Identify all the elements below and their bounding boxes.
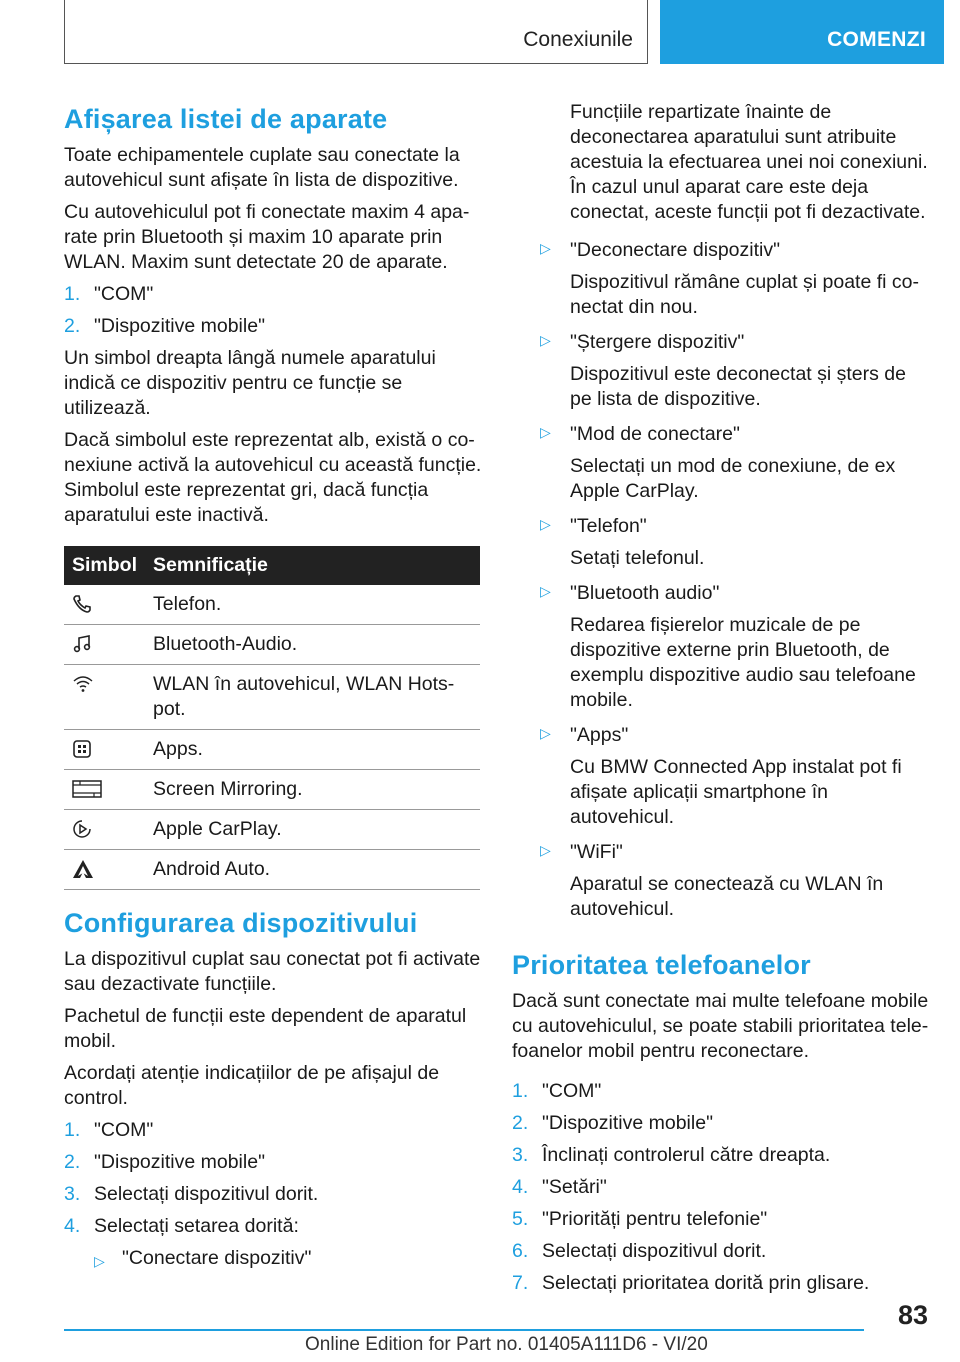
column-header-symbol: Simbol [64, 546, 145, 585]
list-item [512, 1111, 930, 1136]
list-item [512, 1143, 930, 1168]
triangle-bullet-icon: ▷ [540, 725, 551, 741]
step-number: 5. [512, 1208, 529, 1230]
option-title: "Telefon" [570, 515, 647, 537]
table-row [64, 850, 480, 890]
heading-phone-priority: Prioritatea telefoanelor [512, 950, 811, 980]
step-text: "Setări" [542, 1176, 607, 1198]
table-row [64, 665, 480, 730]
table-header-row [64, 546, 480, 585]
table-row [64, 770, 480, 810]
paragraph: Pachetul de funcții este dependent de aparatul mobil. [64, 1005, 467, 1052]
option-item [512, 723, 930, 830]
triangle-bullet-icon: ▷ [540, 240, 551, 256]
step-number: 1. [64, 283, 81, 305]
step-text: "COM" [542, 1080, 602, 1102]
option-item [64, 1246, 482, 1271]
paragraph: Cu autovehiculul pot fi conectate maxim 4 aparate prin Bluetooth și maxim 10 aparate prin WLAN. Maxim sunt detectate 20 de aparate. [64, 201, 470, 273]
chapter-title: COMENZI [827, 28, 926, 51]
step-text: Selectați dispozitivul dorit. [94, 1183, 319, 1205]
triangle-bullet-icon: ▷ [540, 516, 551, 532]
screen-mirroring-icon [72, 779, 102, 799]
paragraph: Funcțiile repartizate înainte de deconectarea aparatului sunt atribuite acestuia la efectuarea unei noi conexiuni. În cazul unul aparat care este deja conectat, aceste funcții pot fi dezactivate. [570, 101, 928, 223]
table-row [64, 625, 480, 665]
list-item [64, 1214, 482, 1239]
table-cell: Apple CarPlay. [145, 810, 480, 850]
page-number: 83 [897, 1300, 928, 1330]
triangle-bullet-icon: ▷ [94, 1253, 105, 1269]
list-item [512, 1239, 930, 1264]
paragraph: Acordați atenție indicațiilor de pe afișajul de control. [64, 1062, 440, 1109]
option-item [512, 238, 930, 320]
table-cell: Android Auto. [145, 850, 480, 890]
list-item [64, 282, 482, 307]
option-title: "Apps" [570, 724, 629, 746]
step-list [64, 1118, 482, 1239]
step-number: 4. [512, 1176, 529, 1198]
paragraph: Dacă sunt conectate mai multe telefoane mobile cu autovehiculul, se poate stabili prioritatea telefoanelor mobil pentru reconectare. [512, 990, 929, 1062]
step-text: "Dispozitive mobile" [94, 315, 265, 337]
header-section-tab [64, 0, 648, 64]
option-title: "Mod de conectare" [570, 423, 740, 445]
option-title: "Bluetooth audio" [570, 582, 720, 604]
option-description: Aparatul se conectează cu WLAN în autovehicul. [570, 873, 884, 920]
option-item [512, 581, 930, 713]
table-cell: Bluetooth-Audio. [145, 625, 480, 665]
table-cell: Telefon. [145, 585, 480, 625]
option-item [512, 514, 930, 571]
table-cell: Screen Mirroring. [145, 770, 480, 810]
paragraph: La dispozitivul cuplat sau conectat pot fi activate sau dezactivate funcțiile. [64, 948, 481, 995]
paragraph: Un simbol dreapta lângă numele aparatului indică ce dispozitiv pentru ce funcție se utilizează. [64, 347, 436, 419]
step-text: Selectați dispozitivul dorit. [542, 1240, 767, 1262]
step-text: Înclinați controlerul către dreapta. [542, 1144, 831, 1166]
option-item [512, 840, 930, 922]
paragraph: Dacă simbolul este reprezentat alb, există o conexiune activă la autovehicul cu această funcție. Simbolul este reprezentat gri, dacă funcția aparatului este inactivă. [64, 429, 482, 526]
triangle-bullet-icon: ▷ [540, 583, 551, 599]
table-row [64, 585, 480, 625]
option-title: "WiFi" [570, 841, 623, 863]
option-description: Redarea fișierelor muzicale de pe dispozitive externe prin Bluetooth, de exemplu dispozitive audio sau telefoane mobile. [570, 614, 916, 711]
heading-device-configuration: Configurarea dispozitivului [64, 908, 418, 938]
table-row [64, 730, 480, 770]
list-item [512, 1079, 930, 1104]
table-row [64, 810, 480, 850]
step-text: Selectați setarea dorită: [94, 1215, 299, 1237]
left-column [64, 100, 482, 1271]
step-list [64, 282, 482, 339]
step-number: 7. [512, 1272, 529, 1294]
list-item [64, 1118, 482, 1143]
step-text: "COM" [94, 283, 154, 305]
step-number: 3. [512, 1144, 529, 1166]
step-number: 6. [512, 1240, 529, 1262]
android-auto-icon [72, 859, 94, 879]
step-text: "Priorități pentru telefonie" [542, 1208, 768, 1230]
heading-device-list: Afișarea listei de aparate [64, 104, 388, 134]
footer-divider [64, 1329, 864, 1331]
carplay-icon [72, 819, 92, 839]
step-number: 4. [64, 1215, 81, 1237]
wifi-icon [72, 674, 94, 694]
right-column [512, 100, 930, 1303]
step-list [512, 1079, 930, 1296]
list-item [64, 1182, 482, 1207]
option-description: Cu BMW Connected App instalat pot fi afișate aplicații smartphone în autovehicul. [570, 756, 902, 828]
header-chapter-tab [660, 0, 944, 64]
symbol-table [64, 546, 480, 890]
section-title: Conexiunile [523, 28, 633, 51]
list-item [512, 1271, 930, 1296]
column-header-meaning: Semnificație [145, 546, 480, 585]
option-description: Selectați un mod de conexiune, de ex Apple CarPlay. [570, 455, 896, 502]
option-description: Setați telefonul. [570, 547, 705, 569]
triangle-bullet-icon: ▷ [540, 842, 551, 858]
step-text: "Dispozitive mobile" [94, 1151, 265, 1173]
option-description: Dispozitivul este deconectat și șters de pe lista de dispozitive. [570, 363, 906, 410]
step-number: 1. [64, 1119, 81, 1141]
phone-icon [72, 594, 92, 614]
option-title: "Conectare dispozitiv" [122, 1247, 312, 1269]
step-number: 2. [512, 1112, 529, 1134]
step-number: 2. [64, 315, 81, 337]
triangle-bullet-icon: ▷ [540, 424, 551, 440]
apps-icon [72, 739, 92, 759]
step-number: 2. [64, 1151, 81, 1173]
list-item [512, 1207, 930, 1232]
list-item [64, 314, 482, 339]
option-description: Dispozitivul rămâne cuplat și poate fi conectat din nou. [570, 271, 919, 318]
step-text: "Dispozitive mobile" [542, 1112, 713, 1134]
option-title: "Deconectare dispozitiv" [570, 239, 781, 261]
list-item [512, 1175, 930, 1200]
table-cell: WLAN în autovehicul, WLAN Hotspot. [145, 665, 480, 730]
option-title: "Ștergere dispozitiv" [570, 331, 745, 353]
step-number: 1. [512, 1080, 529, 1102]
step-text: Selectați prioritatea dorită prin glisare. [542, 1272, 870, 1294]
footer-edition: Online Edition for Part no. 01405A111D6 - VI/20 [305, 1334, 708, 1355]
paragraph: Toate echipamentele cuplate sau conectate la autovehicul sunt afișate în lista de dispozitive. [64, 144, 460, 191]
list-item [64, 1150, 482, 1175]
step-text: "COM" [94, 1119, 154, 1141]
option-item [512, 422, 930, 504]
table-cell: Apps. [145, 730, 480, 770]
triangle-bullet-icon: ▷ [540, 332, 551, 348]
option-item [512, 330, 930, 412]
music-note-icon [72, 634, 92, 654]
step-number: 3. [64, 1183, 81, 1205]
